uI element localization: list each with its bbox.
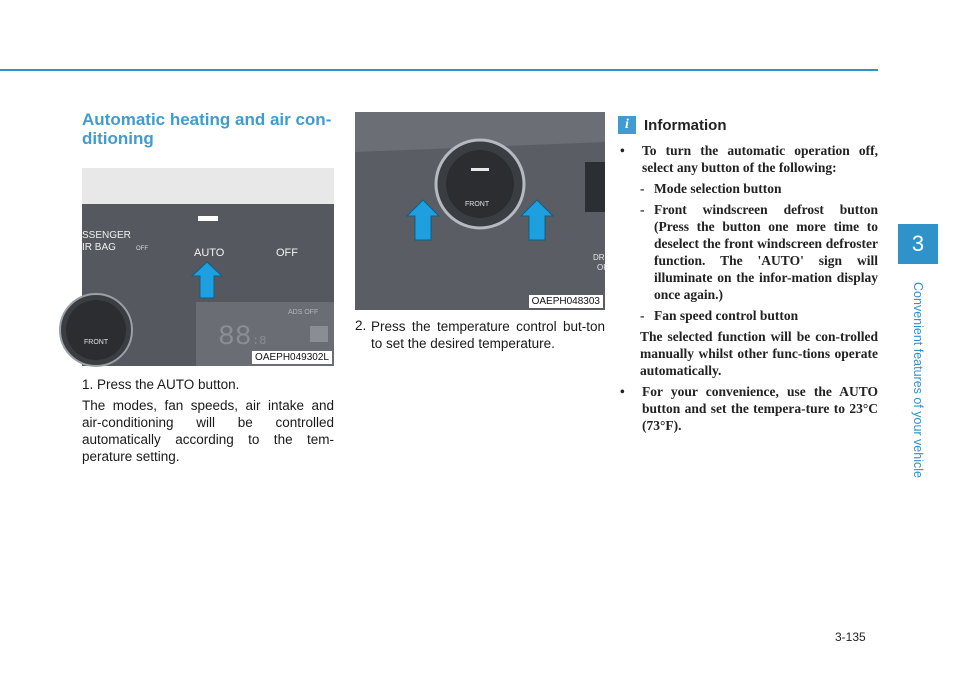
info-paragraph: The selected function will be con-trolled manually whilst other func-tions operate automatically. (640, 329, 878, 378)
step-2-text: Press the temperature control but-ton to set the desired temperature. (371, 319, 605, 351)
passenger-label: SSENGER (82, 230, 131, 241)
info-dash-1: - Mode selection button (640, 181, 782, 196)
of-label: OF (597, 263, 609, 272)
info-icon: i (618, 116, 636, 134)
chapter-tab: 3 (898, 224, 938, 264)
climate-panel-illustration (82, 168, 334, 366)
information-header (618, 116, 878, 134)
section-title: Automatic heating and air con-ditioning (82, 110, 332, 148)
step-1: 1. Press the AUTO button. (82, 377, 240, 392)
fan-level-bars (310, 326, 328, 342)
auto-indicator-light (198, 216, 218, 221)
info-dash-1-text: Mode selection button (654, 181, 782, 196)
header-rule (0, 69, 878, 71)
chapter-title: Convenient features of your vehicle (911, 282, 925, 478)
column-left (82, 110, 334, 465)
figure-caption: OAEPH048303 (529, 295, 603, 308)
info-bullet-1: • To turn the automatic operation off, select any button of the following: (620, 143, 878, 175)
front-label: FRONT (465, 201, 490, 208)
temperature-panel-illustration (355, 112, 609, 310)
dr-label: DR (593, 253, 605, 262)
column-middle (355, 110, 609, 352)
display-small-digits: :8 (252, 334, 267, 348)
display-digits: 88 (218, 322, 252, 353)
step-1-detail: The modes, fan speeds, air intake and air-conditioning will be controlled automatically according to the tem-perature setting. (82, 398, 334, 464)
info-dash-2: - Front windscreen defrost button (Press the button one more time to deselect the front windscreen defroster function. The 'AUTO' sign will illuminate on the infor-mation display once again.) (640, 202, 878, 302)
figure-auto-button (82, 168, 334, 366)
step-2 (355, 318, 605, 352)
info-bullet-1-text: To turn the automatic operation off, select any button of the following: (642, 143, 878, 175)
auto-label: AUTO (194, 247, 225, 259)
info-bullet-2-text: For your convenience, use the AUTO button and set the tempera-ture to 23°C (73°F). (642, 384, 878, 433)
information-body (618, 142, 878, 434)
step-2-number: 2. (355, 318, 367, 333)
ads-off-label: ADS OFF (288, 309, 319, 316)
info-bullet-2: • For your convenience, use the AUTO button and set the tempera-ture to 23°C (73°F). (620, 384, 878, 433)
airbag-label: IR BAG (82, 242, 116, 253)
info-dash-3-text: Fan speed control button (654, 308, 799, 323)
information-heading: Information (644, 116, 727, 134)
page-number: 3-135 (835, 630, 866, 644)
front-label: FRONT (84, 339, 109, 346)
info-dash-2-text: Front windscreen defrost button (Press the button one more time to deselect the front windscreen defroster function. The 'AUTO' sign will illuminate on the infor-mation display once again.) (654, 202, 878, 302)
off-label: OFF (276, 247, 298, 259)
figure-temperature-buttons (355, 112, 609, 310)
column-right (618, 110, 878, 434)
off-small-label: OFF (136, 246, 148, 252)
figure-caption: OAEPH049302L (252, 351, 332, 364)
info-dash-3: - Fan speed control button (640, 308, 799, 323)
